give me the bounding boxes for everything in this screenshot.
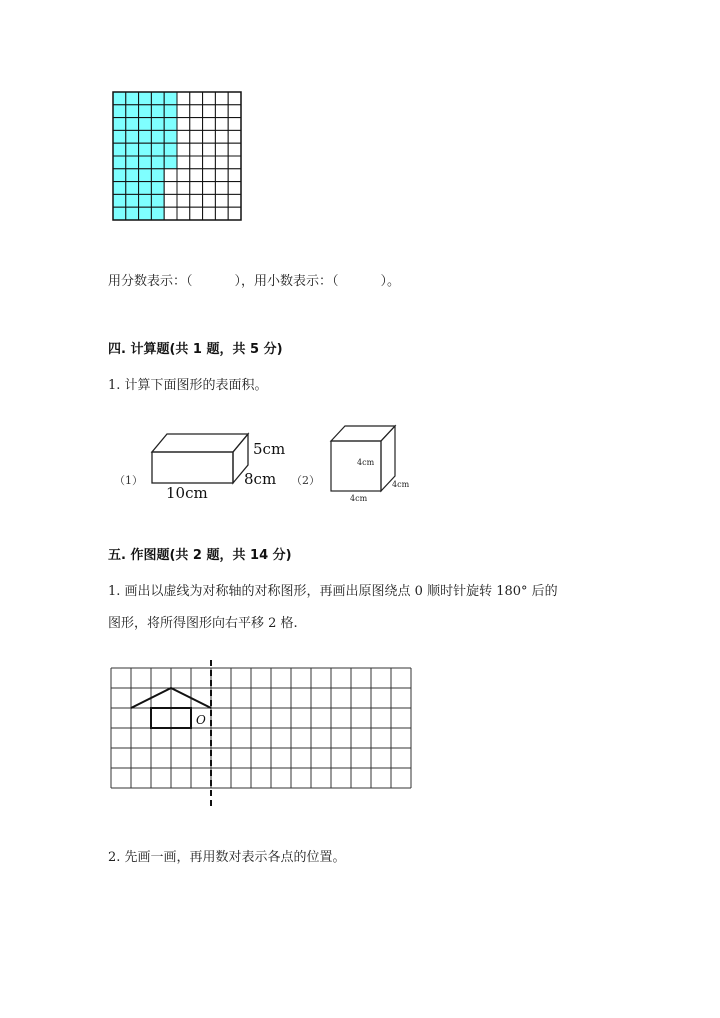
cube-height-label: 4cm: [357, 458, 375, 467]
question-4-1: 1. 计算下面图形的表面积。: [108, 378, 268, 393]
grid-cell: [177, 169, 190, 182]
shaded-cell: [151, 194, 164, 207]
shaded-cell: [164, 130, 177, 143]
shaded-cell: [164, 105, 177, 118]
shaded-cell: [139, 92, 152, 105]
shaded-cell: [113, 118, 126, 131]
shaded-cell: [126, 169, 139, 182]
shaded-cell: [151, 118, 164, 131]
grid-cell: [215, 118, 228, 131]
shaded-cell: [139, 156, 152, 169]
shaded-cell: [151, 207, 164, 220]
shaded-cell: [164, 118, 177, 131]
shaded-cell: [126, 182, 139, 195]
shaded-cell: [151, 169, 164, 182]
grid-cell: [215, 194, 228, 207]
shaded-cell: [126, 105, 139, 118]
grid-cell: [228, 207, 241, 220]
grid-cell: [203, 130, 216, 143]
grid-cell: [228, 105, 241, 118]
grid-cell: [177, 143, 190, 156]
grid-cell: [177, 130, 190, 143]
grid-cell: [203, 118, 216, 131]
fill-part-fraction: 用分数表示：（: [108, 274, 193, 289]
shaded-cell: [139, 105, 152, 118]
shaded-cell: [139, 207, 152, 220]
shaded-cell: [126, 143, 139, 156]
grid-cell: [190, 143, 203, 156]
shaded-cell: [139, 130, 152, 143]
grid-cell: [177, 156, 190, 169]
grid-cell: [203, 207, 216, 220]
grid-cell: [228, 182, 241, 195]
grid-cell: [203, 182, 216, 195]
figure-2-label: （2）: [291, 474, 320, 487]
shaded-cell: [139, 143, 152, 156]
question-5-1-line-1: 1. 画出以虚线为对称轴的对称图形，再画出原图绕点 0 顺时针旋转 180° 后的: [108, 584, 558, 599]
question-5-1-line-2: 图形，将所得图形向右平移 2 格.: [108, 616, 298, 631]
section-5-heading: 五. 作图题(共 2 题，共 14 分): [108, 548, 292, 563]
shaded-cell: [151, 105, 164, 118]
grid-cell: [203, 105, 216, 118]
grid-cell: [164, 207, 177, 220]
box-length-label: 10cm: [166, 484, 208, 502]
grid-cell: [215, 105, 228, 118]
hundred-square-grid: [113, 92, 241, 220]
grid-cell: [190, 105, 203, 118]
shaded-cell: [113, 156, 126, 169]
grid-cell: [190, 207, 203, 220]
shaded-cell: [113, 105, 126, 118]
shaded-cell: [126, 92, 139, 105]
grid-cell: [228, 194, 241, 207]
shaded-cell: [164, 143, 177, 156]
grid-cell: [203, 156, 216, 169]
grid-cell: [228, 118, 241, 131]
grid-cell: [215, 92, 228, 105]
grid-cell: [228, 169, 241, 182]
shaded-cell: [126, 207, 139, 220]
shaded-cell: [113, 182, 126, 195]
shaded-cell: [126, 130, 139, 143]
grid-cell: [215, 207, 228, 220]
grid-cell: [164, 182, 177, 195]
shaded-cell: [151, 92, 164, 105]
grid-cell: [190, 130, 203, 143]
grid-cell: [177, 92, 190, 105]
shaded-cell: [113, 207, 126, 220]
grid-cell: [177, 105, 190, 118]
shaded-cell: [164, 156, 177, 169]
shaded-cell: [139, 169, 152, 182]
shaded-cell: [151, 182, 164, 195]
grid-cell: [203, 143, 216, 156]
shaded-cell: [113, 92, 126, 105]
shaded-cell: [126, 156, 139, 169]
grid-cell: [190, 182, 203, 195]
question-5-2: 2. 先画一画，再用数对表示各点的位置。: [108, 850, 346, 865]
point-o-label: O: [196, 713, 206, 727]
grid-cell: [177, 194, 190, 207]
shaded-cell: [126, 194, 139, 207]
shaded-cell: [139, 194, 152, 207]
grid-cell: [203, 194, 216, 207]
grid-cell: [215, 169, 228, 182]
grid-cell: [203, 92, 216, 105]
figure-1-label: （1）: [114, 474, 143, 487]
grid-cell: [215, 156, 228, 169]
grid-cell: [164, 169, 177, 182]
fill-part-end: ）。: [380, 274, 401, 289]
shaded-cell: [151, 143, 164, 156]
grid-cell: [190, 156, 203, 169]
shaded-cell: [151, 156, 164, 169]
grid-cell: [190, 194, 203, 207]
grid-cell: [228, 143, 241, 156]
fill-blank-question: [108, 270, 400, 289]
box-height-label: 5cm: [253, 440, 286, 458]
shaded-cell: [113, 194, 126, 207]
section-4-heading: 四. 计算题(共 1 题，共 5 分): [108, 342, 283, 357]
shaded-cell: [113, 130, 126, 143]
grid-cell: [190, 169, 203, 182]
grid-cell: [215, 143, 228, 156]
shaded-cell: [113, 169, 126, 182]
cuboid-figure: [152, 434, 248, 483]
grid-cell: [215, 130, 228, 143]
fill-part-decimal: ），用小数表示：（: [234, 274, 339, 289]
grid-cell: [228, 92, 241, 105]
shaded-cell: [164, 92, 177, 105]
grid-cell: [164, 194, 177, 207]
shaded-cell: [139, 118, 152, 131]
grid-cell: [203, 169, 216, 182]
grid-cell: [190, 92, 203, 105]
cube-width-label: 4cm: [350, 494, 368, 503]
grid-cell: [228, 156, 241, 169]
shaded-cell: [139, 182, 152, 195]
cube-depth-label: 4cm: [392, 480, 410, 489]
grid-cell: [177, 182, 190, 195]
shaded-cell: [126, 118, 139, 131]
grid-cell: [228, 130, 241, 143]
grid-cell: [215, 182, 228, 195]
grid-cell: [190, 118, 203, 131]
shaded-cell: [151, 130, 164, 143]
grid-cell: [177, 118, 190, 131]
shaded-cell: [113, 143, 126, 156]
grid-cell: [177, 207, 190, 220]
box-width-label: 8cm: [244, 470, 277, 488]
